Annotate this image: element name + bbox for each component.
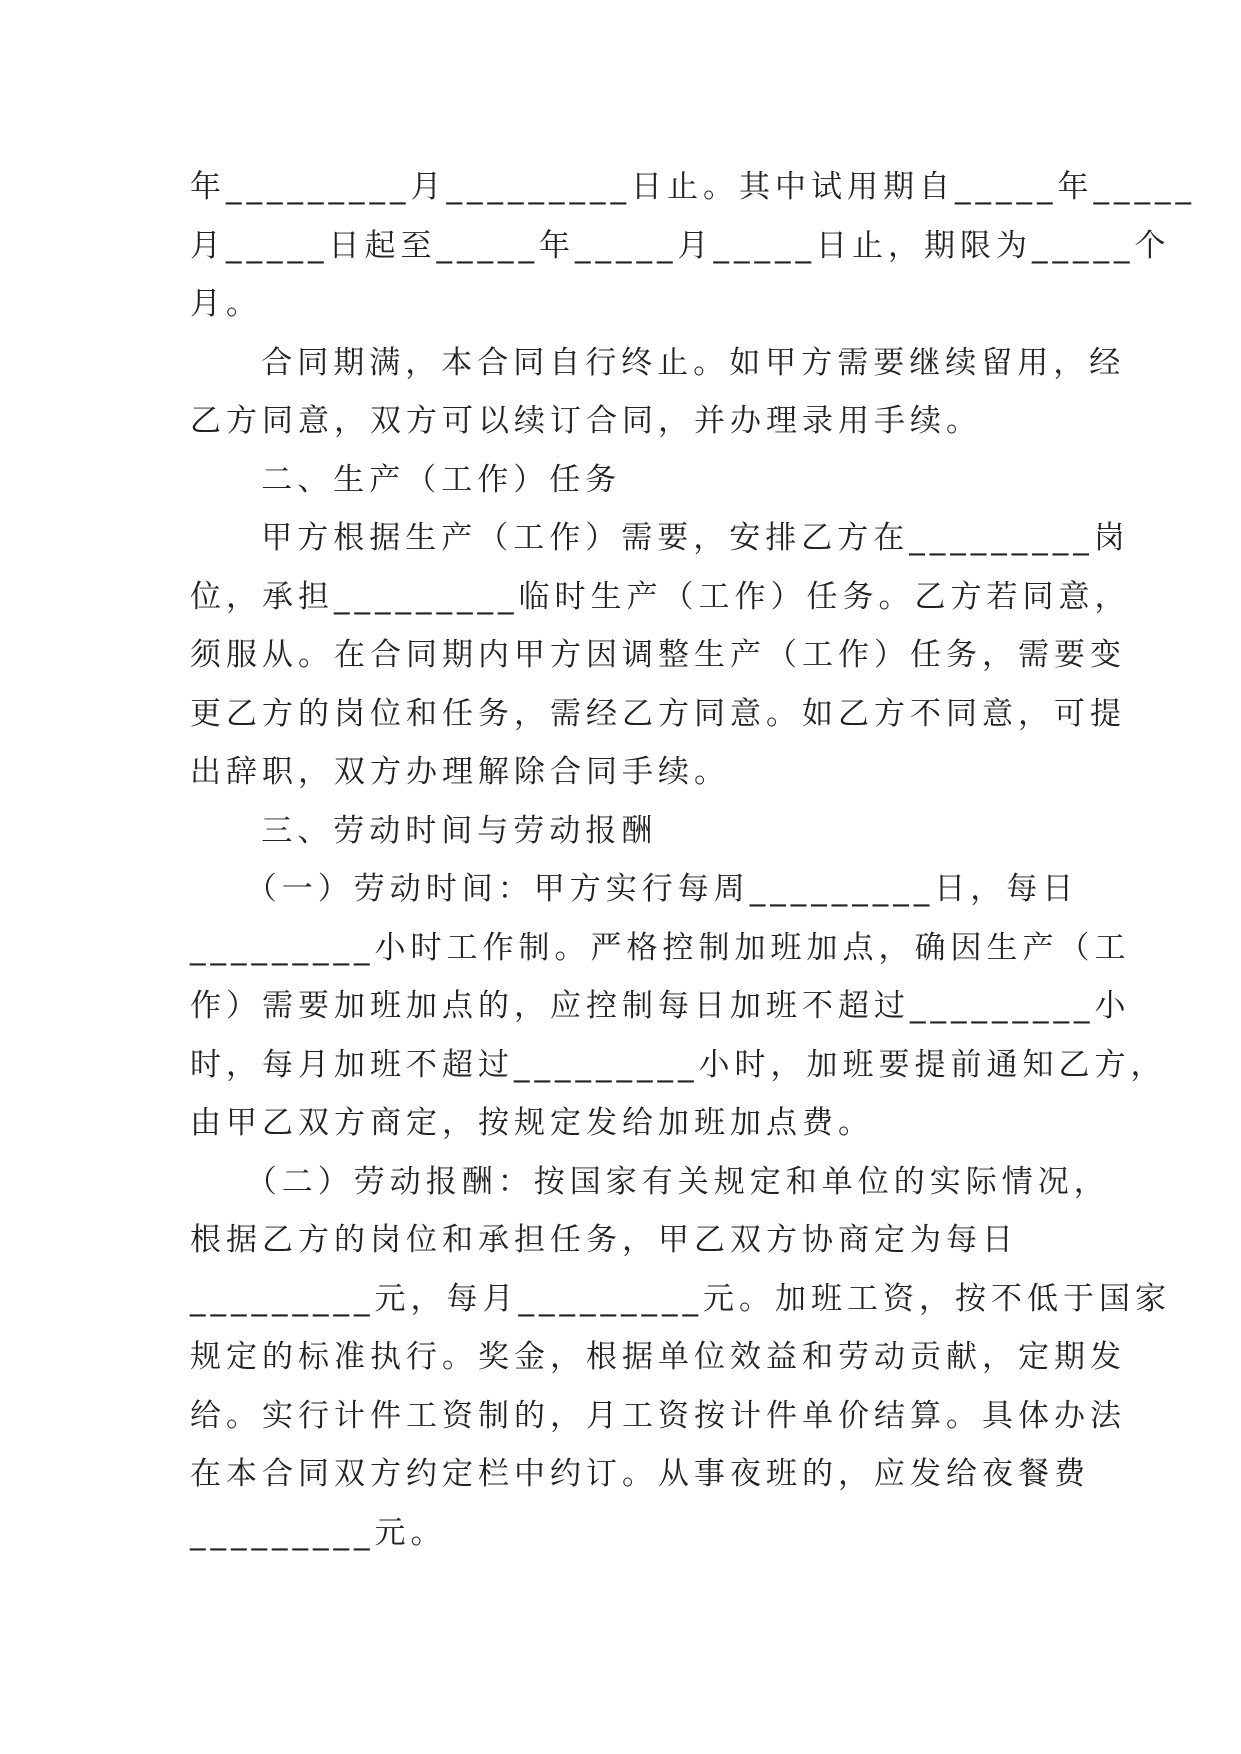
text-line: 作）需要加班加点的，应控制每日加班不超过_________小 — [190, 988, 1131, 1024]
paragraph-section-3-1 — [190, 860, 1167, 1153]
paragraph-term-continued — [190, 158, 1196, 334]
text-line: 根据乙方的岗位和承担任务，甲乙双方协商定为每日 — [190, 1222, 1018, 1258]
text-line: （一）劳动时间：甲方实行每周_________日，每日 — [245, 871, 1079, 907]
document-body — [190, 158, 1196, 1562]
paragraph-section-2-body — [190, 509, 1131, 802]
text-line: 甲方根据生产（工作）需要，安排乙方在_________岗 — [261, 520, 1130, 556]
text-line: 在本合同双方约定栏中约订。从事夜班的，应发给夜餐费 — [190, 1456, 1090, 1492]
text-line: 规定的标准执行。奖金，根据单位效益和劳动贡献，定期发 — [190, 1339, 1126, 1375]
text-line: （二）劳动报酬：按国家有关规定和单位的实际情况， — [245, 1163, 1110, 1200]
text-line: 须服从。在合同期内甲方因调整生产（工作）任务，需要变 — [190, 637, 1126, 673]
text-line: _________元。 — [190, 1514, 447, 1551]
text-line: 由甲乙双方商定，按规定发给加班加点费。 — [190, 1105, 874, 1141]
text-line: 出辞职，双方办理解除合同手续。 — [190, 754, 730, 790]
text-line: 年_________月_________日止。其中试用期自_____年_____ — [190, 169, 1196, 205]
text-line: _________元，每月_________元。加班工资，按不低于国家 — [190, 1280, 1171, 1317]
text-line: 时，每月加班不超过_________小时，加班要提前通知乙方， — [190, 1046, 1167, 1083]
text-line: 月。 — [190, 286, 262, 322]
text-line: 月_____日起至_____年_____月_____日止，期限为_____个 — [190, 227, 1171, 264]
heading-text: 二、生产（工作）任务 — [261, 461, 622, 498]
text-line: _________小时工作制。严格控制加班加点，确因生产（工 — [190, 929, 1131, 966]
heading-text: 三、劳动时间与劳动报酬 — [261, 812, 658, 849]
text-line: 给。实行计件工资制的，月工资按计件单价结算。具体办法 — [190, 1397, 1126, 1434]
text-line: 位，承担_________临时生产（工作）任务。乙方若同意， — [190, 578, 1131, 615]
section-heading-3 — [190, 802, 1070, 861]
text-line: 更乙方的岗位和任务，需经乙方同意。如乙方不同意，可提 — [190, 695, 1126, 732]
text-line: 合同期满，本合同自行终止。如甲方需要继续留用，经 — [261, 344, 1126, 381]
paragraph-section-3-2 — [190, 1153, 1171, 1563]
text-line: 乙方同意，双方可以续订合同，并办理录用手续。 — [190, 403, 982, 439]
paragraph-renewal — [190, 334, 1126, 451]
section-heading-2 — [190, 451, 1070, 510]
